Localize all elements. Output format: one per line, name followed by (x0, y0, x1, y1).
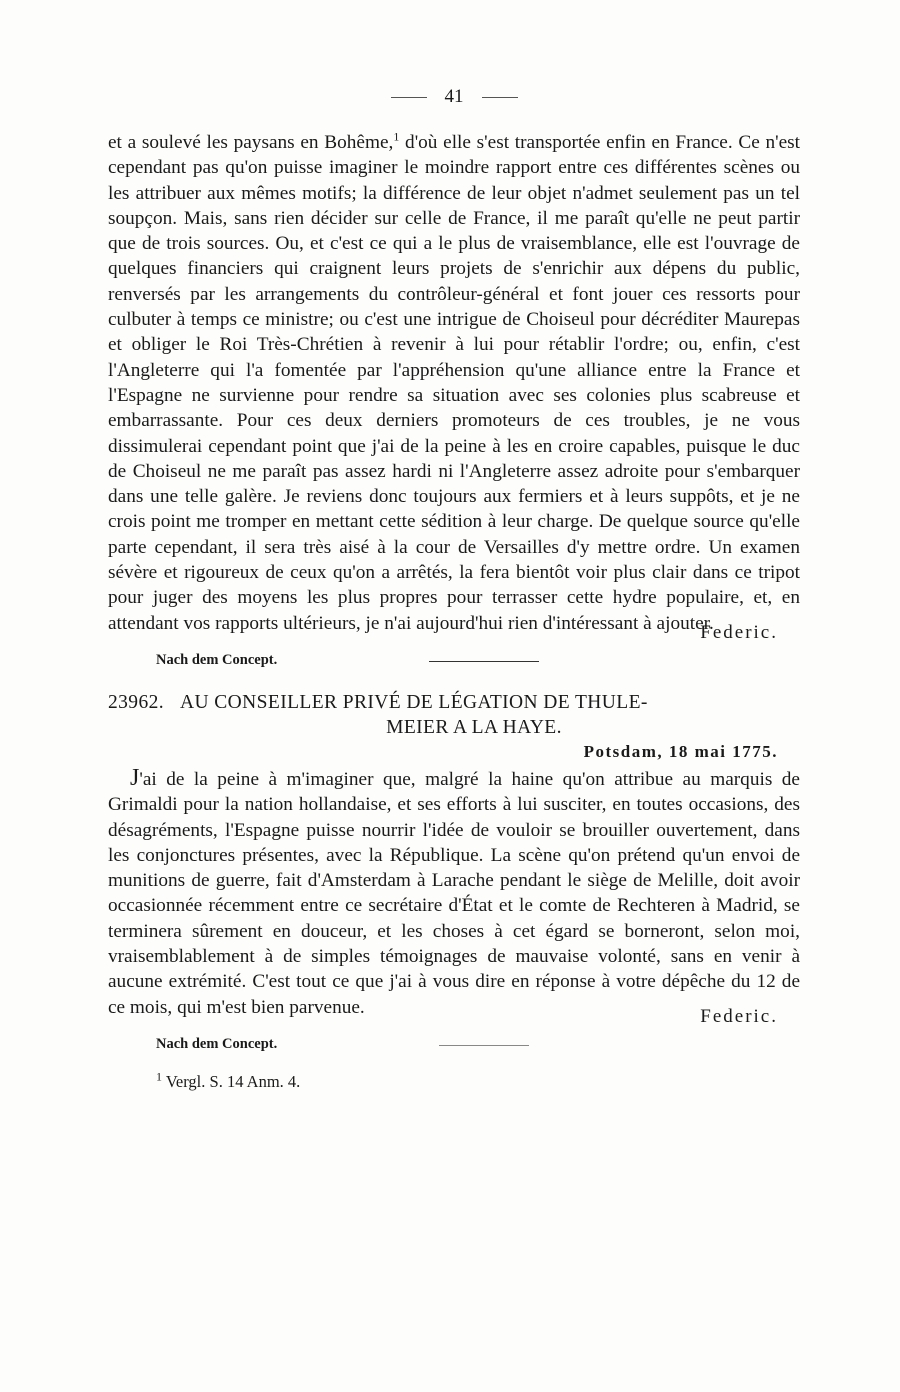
source-note: Nach dem Concept. (156, 651, 278, 668)
footnote-text: Vergl. S. 14 Anm. 4. (162, 1071, 301, 1091)
heading-line-1: AU CONSEILLER PRIVÉ DE LÉGATION DE THULE- (180, 691, 648, 713)
letter-number: 23962. (108, 691, 165, 713)
letter-body-text: 'ai de la peine à m'imaginer que, malgré la haine qu'on attribue au marquis de Grimaldi pour la nation hollandaise, et ses efforts à lui susciter, en toutes occasions, des désagréments, l'Espagne puisse nourrir l'idée de vouloir se brouiller ouvertement, dans les conjonctures présentes, avec la République. La scène qu'on prétend qu'un envoi de munitions de guerre, fait d'Amsterdam à Larache pendant le siège de Melille, doit avoir occasionnée récemment entre ce secrétaire d'État et le comte de Rechteren à Madrid, se terminera sûrement en douceur, et les choses à cet égard se borneront, selon moi, vraisemblablement à de simples témoignages de mauvaise volonté, sans en venir à aucune extrémité. C'est tout ce que j'ai à vous dire en réponse à votre dépêche du 12 de ce mois, qui m'est bien parvenue. (108, 768, 800, 1018)
heading-line-2: MEIER A LA HAYE. (386, 716, 562, 738)
page-header (108, 82, 800, 112)
footnote (156, 1069, 800, 1092)
signature: Federic. (700, 621, 778, 643)
dropcap: J (130, 764, 140, 791)
letter-heading (108, 690, 800, 740)
section-divider (429, 661, 539, 662)
continuation-paragraph (108, 130, 800, 636)
letter-signature-row (108, 1005, 800, 1042)
page-number: 41 (444, 86, 464, 107)
page (108, 82, 800, 1092)
signature-row (108, 621, 800, 658)
paragraph-text-rest: d'où elle s'est transportée enfin en France. Ce n'est cependant pas qu'on puisse imaginer le moindre rapport entre ces différentes scènes ou les attribuer aux mêmes motifs; la différence de leur objet n'admet seulement pas un tel soupçon. Mais, sans rien décider sur celle de France, il me paraît qu'elle ne peut partir que de trois sources. Ou, et c'est ce qui a le plus de vraisemblance, elle est l'ouvrage de quelques financiers qui craignent leurs projets de s'enrichir aux dépens du public, renversés par les arrangements du contrôleur-général et font jouer ces ressorts pour culbuter à temps ce ministre; ou c'est une intrigue de Choiseul pour décréditer Maurepas et obliger le Roi Très-Chrétien à revenir à lui pour rétablir l'ordre; ou, enfin, c'est l'Angleterre qui l'a fomentée par l'appréhension qu'une alliance entre la France et l'Espagne ne survienne pour rendre sa situation avec ses colonies plus scabreuse et embarrassante. Pour ces deux derniers promoteurs de ces troubles, je ne vous dissimulerai cependant point que j'ai de la peine à les en croire capables, puisque le duc de Choiseul ne me paraît pas assez hardi ni l'Angleterre assez adroite pour s'embarquer dans une telle galère. Je reviens donc toujours aux fermiers et à leurs suppôts, et je ne crois point me tromper en mettant cette sédition à leur charge. De quelque source qu'elle parte cependant, il sera très aisé à la cour de Versailles d'y mettre ordre. Un examen sévère et rigoureux de ceux qu'on a arrêtés, la fera bientôt voir plus clair dans ce tripot pour juger des moyens les plus propres pour terrasser cette hydre populaire, et, en attendant vos rapports ultérieurs, je n'ai aujourd'hui rien d'intéressant à ajouter. (108, 132, 800, 634)
section-continuation (108, 129, 800, 668)
paragraph-text-start: et a soulevé les paysans en Bohême, (108, 132, 394, 153)
letter-divider (439, 1045, 529, 1046)
letter-body (108, 766, 800, 1020)
footnote-number: 1 (156, 1069, 162, 1084)
header-dash-right (482, 97, 518, 98)
header-dash-left (391, 97, 427, 98)
letter-signature: Federic. (700, 1005, 778, 1027)
footnote-marker: 1 (393, 129, 400, 144)
letter-body-section (108, 764, 800, 1052)
letter-source-note: Nach dem Concept. (156, 1035, 278, 1052)
place-date: Potsdam, 18 mai 1775. (583, 741, 778, 761)
